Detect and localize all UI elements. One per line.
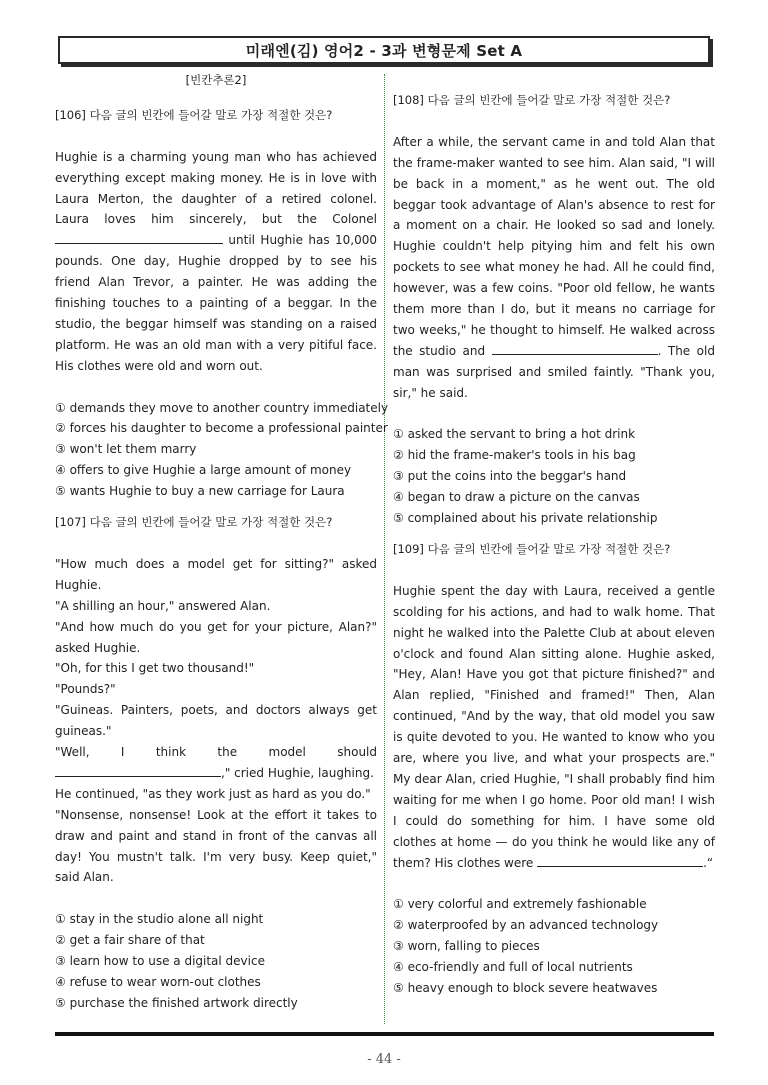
question-106-passage: [55, 147, 377, 377]
dialogue-line: [55, 763, 377, 784]
passage-text: ," cried Hughie, laughing.: [221, 765, 374, 780]
dialogue-line: "A shilling an hour," answered Alan.: [55, 598, 271, 613]
question-109-options: [393, 894, 715, 999]
option-1[interactable]: ① demands they move to another country immediately: [55, 400, 389, 415]
page-title: 미래엔(김) 영어2 - 3과 변형문제 Set A: [245, 41, 523, 60]
dialogue-line: "Nonsense, nonsense! Look at the effort it takes to draw and paint and stand in front of the canvas all day! You mustn't talk. I'm very busy. Keep quiet," said Alan.: [55, 807, 377, 885]
option-3[interactable]: ③ put the coins into the beggar's hand: [393, 469, 627, 484]
option-5[interactable]: ⑤ heavy enough to block severe heatwaves: [393, 981, 658, 995]
option-3[interactable]: ③ learn how to use a digital device: [55, 954, 265, 969]
passage-text: .“: [703, 855, 714, 870]
option-4[interactable]: ④ offers to give Hughie a large amount of money: [55, 463, 352, 478]
dialogue-line: "Guineas. Painters, poets, and doctors always get guineas.": [55, 703, 377, 739]
section-tag: [빈칸추론2]: [185, 73, 247, 87]
dialogue-line: "Oh, for this I get two thousand!": [55, 661, 255, 676]
option-2[interactable]: ② get a fair share of that: [55, 933, 205, 948]
answer-blank: [537, 853, 703, 867]
dialogue-line: "And how much do you get for your picture, Alan?" asked Hughie.: [55, 619, 377, 655]
question-108-passage: [393, 132, 715, 404]
option-5[interactable]: ⑤ wants Hughie to buy a new carriage for Laura: [55, 484, 345, 499]
dialogue-line: "Well, I think the model should: [55, 745, 377, 760]
page-number: - 44 -: [367, 1052, 401, 1067]
dialogue-line: "How much does a model get for sitting?" asked Hughie.: [55, 556, 377, 592]
answer-blank: [55, 763, 221, 777]
option-2[interactable]: ② hid the frame-maker's tools in his bag: [393, 448, 636, 463]
option-1[interactable]: ① stay in the studio alone all night: [55, 912, 264, 927]
passage-text: After a while, the servant came in and told Alan that the frame-maker wanted to see him. Alan said, "I will be back in a moment," as he went out. The old beggar took advantage of Alan's absence to rest for a moment on a chair. He looked so sad and lonely. Hughie couldn't help pitying him and felt his own pockets to see what money he had. All he could find, however, was a few coins. "Poor old fellow, he wants them more than I do, but it means no carriage for two weeks," he thought to himself. He walked across the studio and: [393, 134, 715, 358]
right-column: [393, 70, 715, 999]
question-108-heading: [108] 다음 글의 빈칸에 들어갈 말로 가장 적절한 것은?: [393, 93, 671, 107]
passage-text: Hughie spent the day with Laura, received a gentle scolding for his actions, and had to walk home. That night he walked into the Palette Club at about eleven o'clock and found Alan sitting alone. Hughie asked, "Hey, Alan! Have you got that picture finished?" and Alan replied, "Finished and framed!" Then, Alan continued, "And by the way, that old model you saw is quite devoted to you. He wanted to know who you are, where you live, and what your prospects are." My dear Alan, cried Hughie, "I shall probably find him waiting for me when I go home. Poor old man! I wish I could do something for him. I have some old clothes at home — do you think he would like any of them? His clothes were: [393, 583, 715, 870]
passage-text: until Hughie has 10,000 pounds. One day, Hughie dropped by to see his friend Alan Trevor, a painter. He was adding the finishing touches to a painting of a beggar. In the studio, the beggar himself was standing on a raised platform. He was an old man with a very pitiful face. His clothes were old and worn out.: [55, 233, 377, 373]
passage-text: Hughie is a charming young man who has achieved everything except making money. He is in love with Laura Merton, the daughter of a retired colonel. Laura loves him sincerely, but the Colonel: [55, 149, 377, 227]
option-5[interactable]: ⑤ purchase the finished artwork directly: [55, 995, 298, 1010]
question-109-heading: [109] 다음 글의 빈칸에 들어갈 말로 가장 적절한 것은?: [393, 542, 671, 556]
question-107-passage: [55, 554, 377, 889]
answer-blank: [55, 230, 223, 244]
question-109-passage: [393, 581, 715, 874]
option-4[interactable]: ④ began to draw a picture on the canvas: [393, 490, 640, 505]
dialogue-line: He continued, "as they work just as hard as you do.": [55, 786, 371, 801]
passage-text: . The old man was surprised and smiled faintly. "Thank you, sir," he said.: [393, 343, 715, 400]
answer-blank: [492, 341, 658, 355]
question-106-options: [55, 398, 389, 503]
option-4[interactable]: ④ eco-friendly and full of local nutrients: [393, 960, 633, 975]
option-3[interactable]: ③ won't let them marry: [55, 442, 197, 457]
option-5[interactable]: ⑤ complained about his private relationship: [393, 511, 658, 526]
option-2[interactable]: ② waterproofed by an advanced technology: [393, 918, 659, 933]
option-1[interactable]: ① very colorful and extremely fashionable: [393, 897, 647, 912]
question-107-heading: [107] 다음 글의 빈칸에 들어갈 말로 가장 적절한 것은?: [55, 515, 333, 530]
page-title-box: [58, 36, 710, 64]
left-column: [55, 70, 389, 1014]
footer-rule: [55, 1032, 714, 1036]
question-106-heading: [106] 다음 글의 빈칸에 들어갈 말로 가장 적절한 것은?: [55, 107, 333, 122]
column-divider: [384, 74, 385, 1024]
dialogue-line: "Pounds?": [55, 682, 116, 697]
option-4[interactable]: ④ refuse to wear worn-out clothes: [55, 975, 261, 989]
option-3[interactable]: ③ worn, falling to pieces: [393, 939, 540, 954]
question-108-options: [393, 424, 715, 529]
question-107-options: [55, 909, 377, 1014]
option-2[interactable]: ② forces his daughter to become a professional painter: [55, 421, 388, 436]
option-1[interactable]: ① asked the servant to bring a hot drink: [393, 427, 636, 442]
